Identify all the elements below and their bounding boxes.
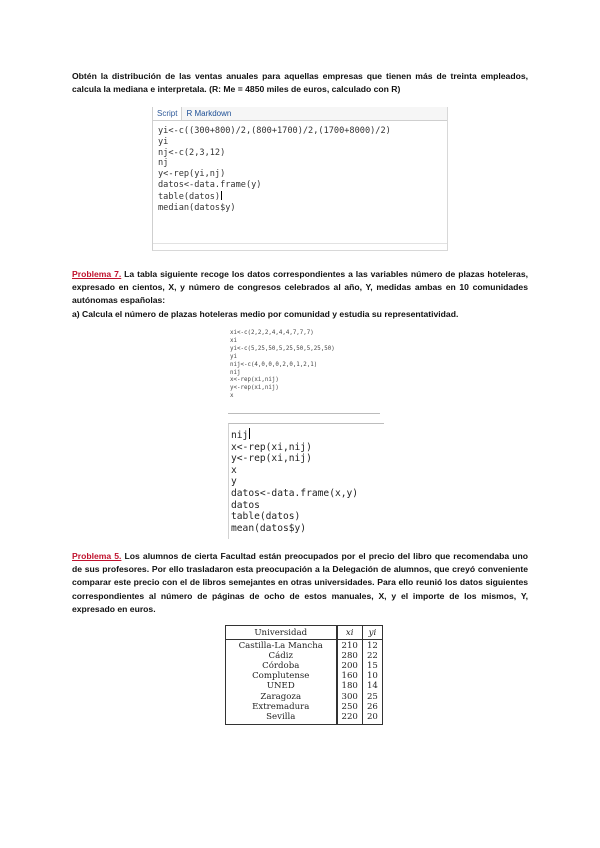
- r-code-panel-large: [228, 423, 384, 539]
- code-line-with-cursor: [158, 191, 447, 203]
- table-row: [226, 661, 383, 671]
- header-xi: xi: [337, 626, 363, 640]
- problema-5-paragraph: [72, 550, 528, 616]
- cell-xi: 200: [337, 661, 363, 671]
- cell-xi: 280: [337, 651, 363, 661]
- problema-7-heading: Problema 7.: [72, 269, 122, 279]
- code-line-with-cursor: [231, 428, 384, 442]
- table-row: [226, 640, 383, 652]
- code-line: nij<-c(4,0,0,0,2,0,1,2,1): [230, 361, 318, 368]
- code-line: table(datos): [231, 511, 301, 523]
- r-script-panel: [152, 107, 448, 251]
- header-yi: yi: [362, 626, 382, 640]
- cell-yi: 12: [366, 641, 378, 652]
- code-line: datos: [231, 499, 260, 511]
- code-line: datos<-data.frame(x,y): [231, 487, 359, 499]
- cell-yi: 26: [366, 701, 378, 712]
- cell-universidad: Sevilla: [226, 712, 337, 725]
- intro-text: Obtén la distribución de las ventas anuales para aquellas empresas que tienen más de treinta empleados, calcula la mediana e interpretala. (R: Me = 4850 miles de euros, calculado con R): [72, 71, 528, 95]
- cell-xi: 160: [337, 671, 363, 681]
- code-line: nij: [230, 369, 241, 376]
- table-row: [226, 702, 383, 712]
- code-line: y<-rep(yi,nj): [158, 169, 226, 180]
- table-row: [226, 671, 383, 681]
- problema-7-paragraph: [72, 268, 528, 321]
- cell-universidad: Zaragoza: [226, 692, 337, 702]
- code-line: table(datos): [158, 191, 221, 202]
- code-line: xi: [230, 337, 237, 344]
- code-line: x<-rep(xi,nij): [231, 441, 312, 453]
- code-line: x: [231, 464, 237, 476]
- code-line: nij: [231, 430, 249, 441]
- table-row: [226, 651, 383, 661]
- r-code-panel-small: [228, 328, 380, 414]
- cell-universidad: Cádiz: [226, 651, 337, 661]
- problema-7-text: La tabla siguiente recoge los datos correspondientes a las variables número de plazas hoteleras, expresado en cientos, X, y número de congresos celebrados al año, Y, medidas ambas en 10 comunidades autónomas españolas:: [72, 269, 529, 306]
- code-line: yi: [230, 353, 237, 360]
- tab-r-markdown[interactable]: R Markdown: [186, 109, 232, 118]
- header-universidad: Universidad: [226, 626, 337, 640]
- table-row: [226, 681, 383, 691]
- code-line: nj<-c(2,3,12): [158, 147, 226, 158]
- cell-universidad: Castilla-La Mancha: [226, 640, 337, 652]
- cell-xi: 220: [337, 712, 363, 725]
- cell-yi: 15: [366, 661, 378, 672]
- code-line: nj: [158, 158, 169, 169]
- cell-xi: 250: [337, 702, 363, 712]
- cell-yi: 22: [366, 651, 378, 662]
- table-header-row: [226, 626, 383, 640]
- code-line: mean(datos$y): [231, 522, 307, 534]
- code-line: yi<-c(5,25,50,5,25,50,5,25,50): [230, 345, 335, 352]
- editor-tabs: [153, 107, 447, 121]
- table-row: [226, 712, 383, 725]
- cell-universidad: Extremadura: [226, 702, 337, 712]
- cell-universidad: Complutense: [226, 671, 337, 681]
- cell-yi: 14: [366, 681, 378, 692]
- cell-universidad: Córdoba: [226, 661, 337, 671]
- code-line: datos<-data.frame(y): [158, 179, 262, 190]
- text-cursor: [221, 191, 222, 200]
- cell-xi: 210: [337, 640, 363, 652]
- cell-xi: 300: [337, 692, 363, 702]
- code-line: x<-rep(xi,nij): [230, 377, 279, 384]
- panel-divider: [153, 243, 447, 244]
- intro-paragraph: [72, 70, 528, 96]
- code-line: xi<-c(2,2,2,4,4,4,7,7,7): [230, 330, 314, 336]
- code-line: median(datos$y): [158, 202, 236, 213]
- tab-script[interactable]: Script: [153, 107, 182, 120]
- cell-yi: 25: [366, 691, 378, 702]
- problema-7-question-a: a) Calcula el número de plazas hoteleras medio por comunidad y estudia su representatividad.: [72, 308, 459, 319]
- code-lines: [153, 121, 447, 213]
- table-row: [226, 692, 383, 702]
- universities-table: [225, 625, 383, 725]
- code-line: y<-rep(xi,nij): [231, 453, 312, 465]
- cell-universidad: UNED: [226, 681, 337, 691]
- code-line: x: [230, 393, 234, 400]
- cell-yi: 20: [366, 711, 378, 722]
- cell-yi: 10: [366, 671, 378, 682]
- code-line: yi<-c((300+800)/2,(800+1700)/2,(1700+8000)/2): [158, 126, 391, 136]
- code-line: yi: [158, 136, 169, 147]
- problema-5-heading: Problema 5.: [72, 551, 122, 561]
- code-line: y: [231, 476, 237, 488]
- problema-5-text: Los alumnos de cierta Facultad están preocupados por el precio del libro que recomendaba uno de sus profesores. Por ello trasladaron esta preocupación a la Delegación de alumnos, que creyó conveniente comparar este precio con el de libros semejantes en otras universidades. Para ello reunió los datos siguientes correspondientes al número de páginas de ocho de estos manuales, X, y el importe de los mismos, Y, expresado en euros.: [72, 551, 529, 614]
- text-cursor: [249, 428, 250, 439]
- cell-xi: 180: [337, 681, 363, 691]
- code-line: y<-rep(xi,nij): [230, 385, 279, 392]
